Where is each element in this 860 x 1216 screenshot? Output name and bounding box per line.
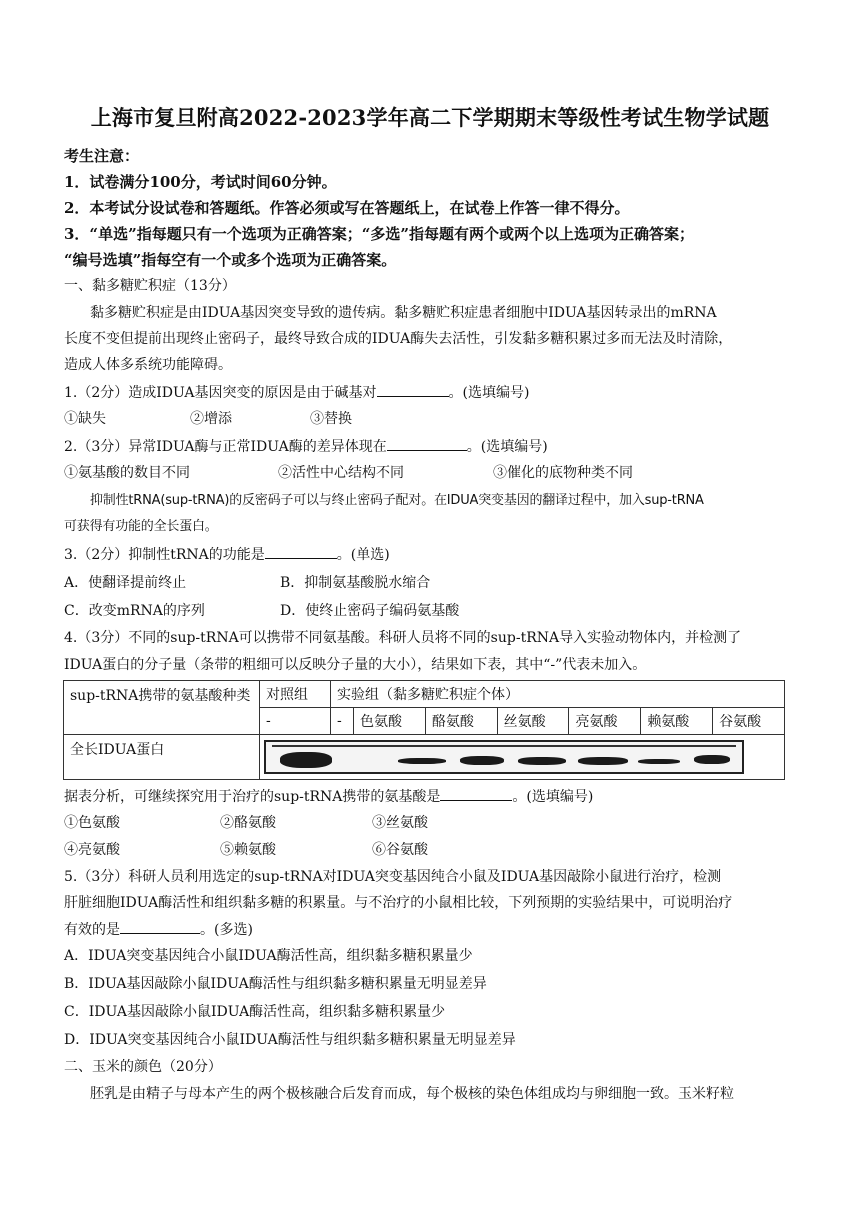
section-heading: 一、黏多糖贮积症（13分） bbox=[64, 278, 236, 294]
option: ②酪氨酸 bbox=[220, 815, 276, 831]
question-4-options bbox=[64, 813, 428, 833]
question-5-last-line bbox=[64, 919, 253, 940]
question-3 bbox=[64, 544, 390, 565]
question-4-prompt bbox=[64, 786, 593, 807]
option: C．改变mRNA的序列 bbox=[64, 603, 205, 619]
option: ③催化的底物种类不同 bbox=[493, 465, 633, 481]
table-cell: 谷氨酸 bbox=[713, 708, 785, 735]
question-4-options bbox=[64, 840, 428, 860]
notice-item: “编号选填”指每空有一个或多个选项为正确答案。 bbox=[64, 251, 397, 269]
western-blot-gel bbox=[264, 740, 744, 774]
table-cell: - bbox=[331, 708, 354, 735]
question-stem: 据表分析，可继续探究用于治疗的sup-tRNA携带的氨基酸是 bbox=[64, 789, 441, 805]
question-1-options bbox=[64, 409, 352, 429]
gel-top-line bbox=[272, 745, 736, 747]
option: ③丝氨酸 bbox=[372, 815, 428, 831]
paragraph-line: 5.（3分）科研人员利用选定的sup-tRNA对IDUA突变基因纯合小鼠及IDUA基因敲除小鼠进行治疗，检测 bbox=[64, 869, 722, 885]
option: C．IDUA基因敲除小鼠IDUA酶活性高，组织黏多糖积累量少 bbox=[64, 1004, 446, 1020]
table-cell: 赖氨酸 bbox=[641, 708, 713, 735]
question-stem: 1.（2分）造成IDUA基因突变的原因是由于碱基对 bbox=[64, 385, 377, 401]
question-stem: 有效的是 bbox=[64, 922, 120, 938]
option: ①色氨酸 bbox=[64, 815, 120, 831]
option: ①氨基酸的数目不同 bbox=[64, 465, 190, 481]
question-stem: 2.（3分）异常IDUA酶与正常IDUA酶的差异体现在 bbox=[64, 439, 387, 455]
question-3-options bbox=[64, 601, 459, 621]
table-header-cell: 对照组 bbox=[260, 681, 331, 708]
table-cell: 色氨酸 bbox=[354, 708, 426, 735]
question-2-options bbox=[64, 463, 633, 483]
gel-band-tyrosine bbox=[460, 756, 504, 765]
question-1 bbox=[64, 382, 529, 403]
paragraph-line: 长度不变但提前出现终止密码子，最终导致合成的IDUA酶失去活性，引发黏多糖积累过多而无法及时清除， bbox=[64, 331, 733, 347]
question-2 bbox=[64, 436, 548, 457]
option: D．IDUA突变基因纯合小鼠IDUA酶活性与组织黏多糖积累量无明显差异 bbox=[64, 1032, 516, 1048]
answer-blank[interactable] bbox=[387, 436, 467, 451]
notice-item: 1．试卷满分100分，考试时间60分钟。 bbox=[64, 173, 337, 191]
option: D．使终止密码子编码氨基酸 bbox=[280, 603, 460, 619]
option: A．IDUA突变基因纯合小鼠IDUA酶活性高，组织黏多糖积累量少 bbox=[64, 948, 473, 964]
table-cell: 亮氨酸 bbox=[569, 708, 641, 735]
paragraph-line: 胚乳是由精子与母本产生的两个极核融合后发育而成，每个极核的染色体组成均与卵细胞一致。玉米籽粒 bbox=[90, 1086, 734, 1102]
gel-band-lysine bbox=[638, 759, 680, 764]
answer-blank[interactable] bbox=[265, 544, 337, 559]
question-suffix: 。(多选) bbox=[200, 922, 253, 938]
paragraph-line: 抑制性tRNA(sup-tRNA)的反密码子可以与终止密码子配对。在IDUA突变基因的翻译过程中，加入sup-tRNA bbox=[90, 493, 704, 508]
option: A．使翻译提前终止 bbox=[64, 575, 187, 591]
option: ⑤赖氨酸 bbox=[220, 842, 276, 858]
results-table bbox=[63, 680, 785, 780]
notice-heading: 考生注意： bbox=[64, 147, 140, 165]
table-row-label: 全长IDUA蛋白 bbox=[64, 735, 260, 780]
option: ④亮氨酸 bbox=[64, 842, 120, 858]
table-cell: - bbox=[260, 708, 331, 735]
section-heading: 二、玉米的颜色（20分） bbox=[64, 1059, 222, 1075]
gel-image-cell bbox=[260, 735, 785, 780]
gel-band-leucine bbox=[578, 757, 628, 765]
option: ③替换 bbox=[310, 411, 352, 427]
question-suffix: 。(单选) bbox=[336, 547, 390, 563]
table-cell: 丝氨酸 bbox=[497, 708, 569, 735]
option: ⑥谷氨酸 bbox=[372, 842, 428, 858]
gel-band-glutamate bbox=[694, 755, 730, 764]
question-suffix: 。(选填编号) bbox=[466, 439, 548, 455]
notice-item: 3．“单选”指每题只有一个选项为正确答案；“多选”指每题有两个或两个以上选项为正确答案； bbox=[64, 225, 694, 243]
table-cell: 酪氨酸 bbox=[425, 708, 497, 735]
option: B．IDUA基因敲除小鼠IDUA酶活性与组织黏多糖积累量无明显差异 bbox=[64, 976, 487, 992]
question-stem: 3.（2分）抑制性tRNA的功能是 bbox=[64, 547, 265, 563]
table-header-cell: 实验组（黏多糖贮积症个体） bbox=[331, 681, 785, 708]
gel-band-tryptophan bbox=[398, 758, 446, 764]
paragraph-line: IDUA蛋白的分子量（条带的粗细可以反映分子量的大小），结果如下表，其中“-”代表未加入。 bbox=[64, 657, 647, 673]
paragraph-line: 4.（3分）不同的sup-tRNA可以携带不同氨基酸。科研人员将不同的sup-tRNA导入实验动物体内，并检测了 bbox=[64, 630, 742, 646]
exam-title: 上海市复旦附高2022-2023学年高二下学期期末等级性考试生物学试题 bbox=[90, 105, 770, 130]
option: ②活性中心结构不同 bbox=[278, 465, 404, 481]
notice-item: 2．本考试分设试卷和答题纸。作答必须或写在答题纸上，在试卷上作答一律不得分。 bbox=[64, 199, 630, 217]
answer-blank[interactable] bbox=[120, 919, 200, 934]
paragraph-line: 肝脏细胞IDUA酶活性和组织黏多糖的积累量。与不治疗的小鼠相比较，下列预期的实验结果中，可说明治疗 bbox=[64, 895, 733, 911]
paragraph-line: 可获得有功能的全长蛋白。 bbox=[64, 519, 218, 534]
paragraph-line: 造成人体多系统功能障碍。 bbox=[64, 357, 232, 373]
gel-band-control bbox=[280, 752, 332, 768]
paragraph-line: 黏多糖贮积症是由IDUA基因突变导致的遗传病。黏多糖贮积症患者细胞中IDUA基因转录出的mRNA bbox=[90, 305, 717, 321]
answer-blank[interactable] bbox=[440, 786, 512, 801]
question-3-options bbox=[64, 573, 430, 593]
option: ②增添 bbox=[190, 411, 232, 427]
question-suffix: 。(选填编号) bbox=[512, 789, 594, 805]
option: B．抑制氨基酸脱水缩合 bbox=[280, 575, 431, 591]
gel-band-serine bbox=[518, 757, 566, 765]
question-suffix: 。(选填编号) bbox=[448, 385, 530, 401]
option: ①缺失 bbox=[64, 411, 106, 427]
answer-blank[interactable] bbox=[377, 382, 449, 397]
table-header-cell: sup-tRNA携带的氨基酸种类 bbox=[64, 681, 260, 735]
